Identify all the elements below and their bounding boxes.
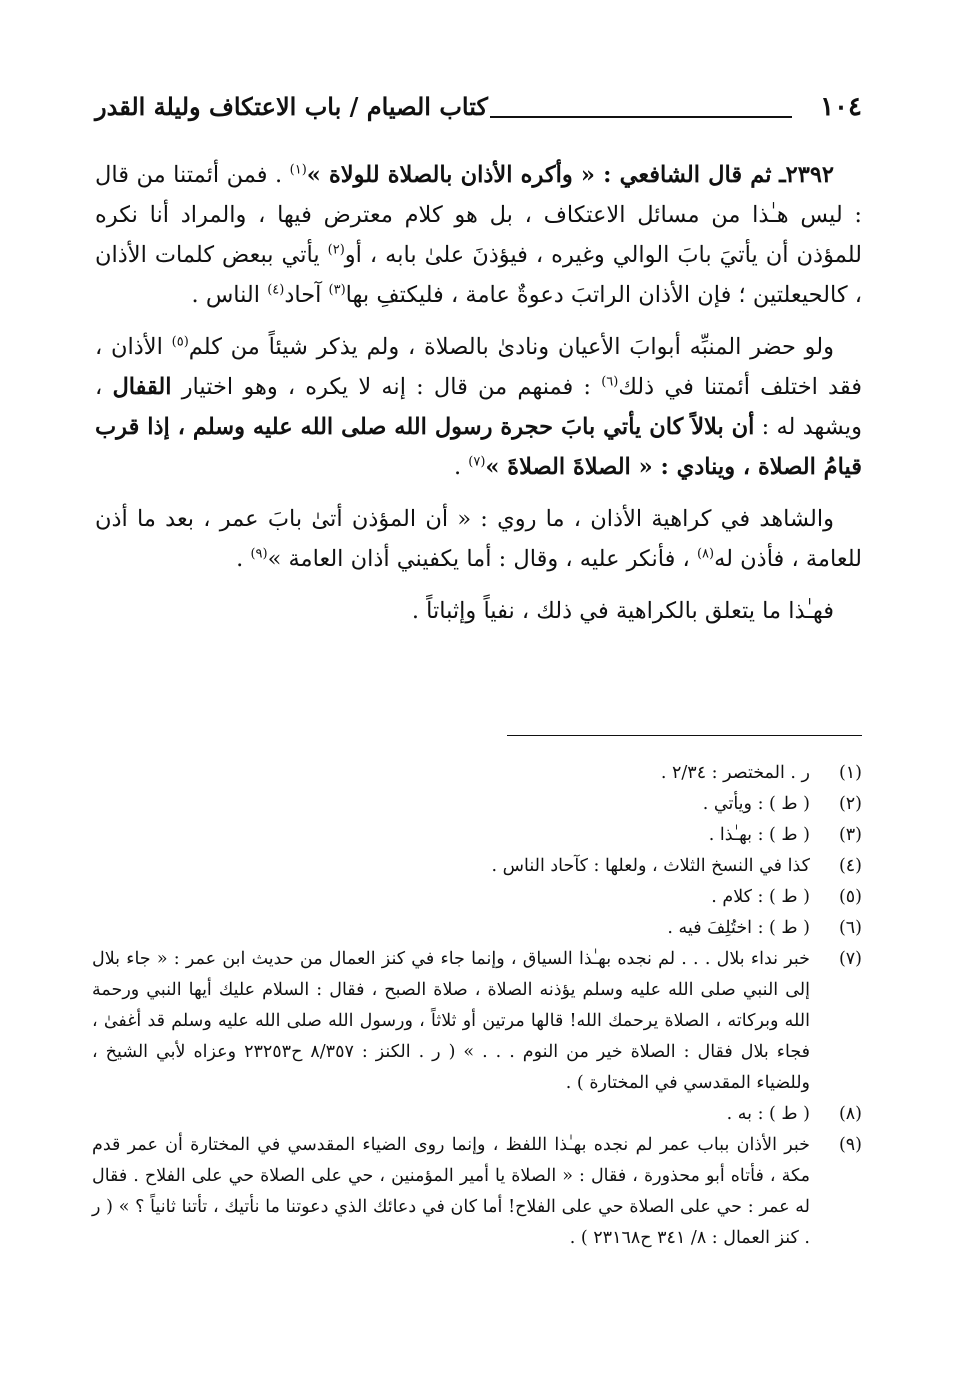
- footnote-label: (٩): [838, 1135, 862, 1155]
- footnotes: [92, 758, 862, 1254]
- footnote-7: [92, 944, 862, 1099]
- text-run: الناس .: [191, 282, 268, 308]
- footnote-5: [92, 882, 862, 913]
- footnote-ref[interactable]: (٢): [327, 242, 345, 258]
- footnote-text: ر . المختصر : ٢/٣٤ .: [660, 763, 810, 783]
- text-run: : فمنهم من قال : إنه لا يكره ، وهو اختيار: [171, 374, 602, 400]
- footnote-label: (١): [838, 763, 862, 783]
- main-text: [95, 155, 862, 643]
- footnote-ref[interactable]: (١): [289, 162, 307, 178]
- page-number: ١٠٤: [820, 92, 862, 122]
- footnote-text: خبر نداء بلال . . . لم نجده بهـٰذا السياق ، وإنما جاء في كنز العمال من حديث ابن عمر : « جاء بلال إلى النبي صلى الله عليه وسلم يؤذنه الصلاة ، صلاة الصبح ، فقال : السلام عليك أيها النبي ورحمة الله وبركاته ، الصلاة يرحمك الله! قالها مرتين أو ثلاثاً ، ورسول الله صلى الله عليه وسلم قد أغفىٰ ، فجاء بلال فقال : الصلاة خير من النوم . . . » ( ر . الكنز : ٨/٣٥٧ ح٢٣٢٥٣ وعزاه لأبي الشيخ ، وللضياء المقدسي في المختارة ) .: [92, 949, 811, 1093]
- text-run: فهـٰذا ما يتعلق بالكراهية في ذلك ، نفياً وإثباتاً .: [411, 598, 834, 624]
- footnote-text: كذا في النسخ الثلاث ، ولعلها : كآحاد الناس .: [491, 856, 810, 876]
- text-run: . فمن أئمتنا من قال : ليس هـٰذا من مسائل الاعتكاف ، بل هو كلام معترض فيها ، والمراد أنا نكره للمؤذن أن يأتيَ بابَ الوالي وغيره ، فيؤذنَ علىٰ بابه ، أو: [95, 162, 863, 268]
- footnote-label: (٣): [838, 825, 862, 845]
- bilal-hadith: أن بلالاً كان يأتي بابَ حجرة رسول الله صلى الله عليه وسلم ، إذا قرب قيامُ الصلاة ، وينادي : « الصلاةَ الصلاةَ »: [95, 414, 862, 480]
- text-run: آحاد: [284, 282, 329, 308]
- footnote-label: (٢): [838, 794, 862, 814]
- footnote-label: (٤): [838, 856, 862, 876]
- qaffal-name: القفال: [112, 374, 172, 400]
- paragraph-evidence: [95, 499, 862, 579]
- footnote-8: [92, 1099, 862, 1130]
- running-title: كتاب الصيام / باب الاعتكاف وليلة القدر: [95, 92, 488, 121]
- footnote-3: [92, 820, 862, 851]
- paragraph-2392: [95, 155, 862, 315]
- footnote-ref[interactable]: (٨): [696, 546, 715, 562]
- footnote-1: [92, 758, 862, 789]
- text-run: الأذان ، فقد اختلف أئمتنا في ذلك: [95, 334, 862, 400]
- footnote-text: ( ط ) : به .: [726, 1104, 810, 1124]
- footnote-4: [92, 851, 862, 882]
- footnote-text: ( ط ) : كلام .: [711, 887, 810, 907]
- footnote-ref[interactable]: (٥): [171, 334, 189, 350]
- footnote-text: ( ط ) : بهـٰذا .: [708, 825, 810, 845]
- footnote-label: (٨): [838, 1104, 862, 1124]
- text-run: يأتي ببعض كلمات الأذان ، كالحيعلتين ؛ فإن الأذان الراتبَ دعوةٌ عامة ، فليكتفِ بها: [95, 242, 862, 308]
- text-run: والشاهد في كراهية الأذان ، ما روي : « أن المؤذن أتىٰ بابَ عمر ، بعد ما أذن للعامة ، فأذن له: [95, 506, 862, 572]
- footnote-label: (٥): [838, 887, 862, 907]
- footnote-text: ( ط ) : ويأتي .: [702, 794, 810, 814]
- footnote-label: (٧): [838, 949, 862, 969]
- text-run: .: [236, 546, 251, 572]
- paragraph-number: ٢٣٩٢ـ: [779, 162, 834, 188]
- shafii-quote: ثم قال الشافعي : « وأكره الأذان بالصلاة للولاة »: [306, 162, 772, 188]
- footnote-text: خبر الأذان بباب عمر لم نجده بهـٰذا اللفظ ، وإنما روى الضياء المقدسي في المختارة أن عمر قدم مكة ، فأتاه أبو محذورة ، فقال : « الصلاة يا أمير المؤمنين ، حي على الصلاة حي على الفلاح . فقال له عمر : حي على الصلاة حي على الفلاح! أما كان في دعائك الذي دعوتنا ما نأتيك ، تأتنا ثانياً ؟ » ( ر . كنز العمال : ٨/ ٣٤١ ح٢٣١٦٨ ) .: [92, 1135, 810, 1248]
- paragraph-conclusion: [95, 591, 862, 631]
- page-header: [95, 92, 862, 132]
- footnote-2: [92, 789, 862, 820]
- footnote-ref[interactable]: (٩): [250, 546, 268, 562]
- footnote-ref[interactable]: (٦): [601, 374, 619, 390]
- footnote-ref[interactable]: (٤): [267, 282, 285, 298]
- header-rule: [490, 116, 792, 118]
- footnote-separator: [507, 735, 862, 736]
- text-run: .: [453, 454, 469, 480]
- footnote-label: (٦): [838, 918, 862, 938]
- paragraph-announcer: [95, 327, 862, 487]
- footnote-ref[interactable]: (٣): [328, 282, 346, 298]
- footnote-ref[interactable]: (٧): [468, 454, 486, 470]
- footnote-6: [92, 913, 862, 944]
- footnote-9: [92, 1130, 862, 1254]
- text-run: ولو حضر المنبِّه أبوابَ الأعيان ونادىٰ بالصلاة ، ولم يذكر شيئاً من كلم: [188, 334, 834, 360]
- text-run: ، فأنكر عليه ، وقال : أما يكفيني أذان العامة »: [267, 546, 697, 572]
- footnote-text: ( ط ) : اختُلِفَ فيه .: [667, 918, 810, 938]
- text-run: ، ويشهد له :: [95, 374, 863, 440]
